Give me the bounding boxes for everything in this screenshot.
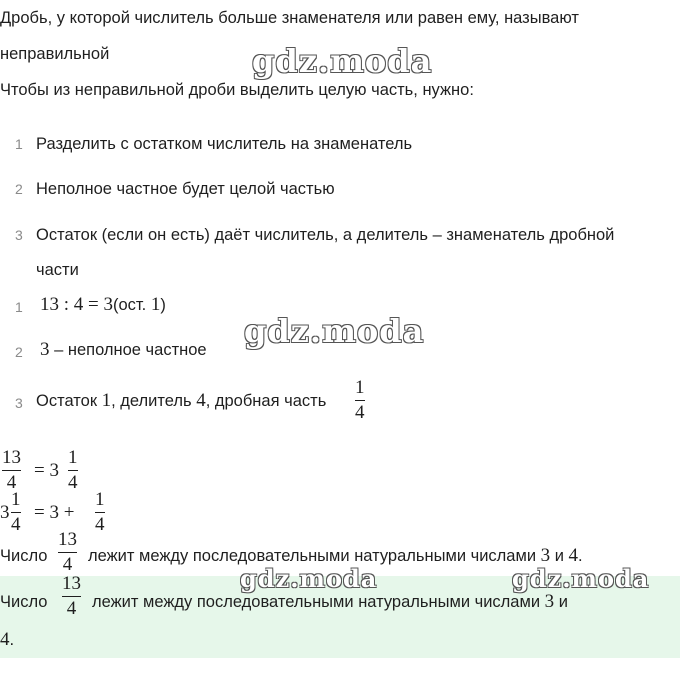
answer-body [92,591,568,613]
mixed-fraction-part [11,490,21,535]
list-item: Разделить с остатком числитель на знаменатель [36,135,413,153]
sentence-pre: Число [0,547,48,565]
fraction-denominator: 4 [68,472,78,493]
fraction-numerator: 1 [11,489,21,510]
fraction-denominator: 4 [66,598,77,619]
step-division [40,294,166,316]
fraction-denominator: 4 [6,472,17,493]
remainder-label: (ост. [113,296,151,314]
added-fraction [95,490,105,535]
fraction-part-text: , дробная часть [205,392,327,410]
mixed-fraction-part [68,448,78,493]
step-remainder [36,390,326,412]
remainder-close: ) [160,296,166,314]
number-a: 3 [544,591,555,612]
watermark-logo: gdz.moda [512,564,650,593]
equals-sum: = 3 + [34,502,75,523]
intro-line-2: неправильной [0,45,110,63]
number-b: 4 [0,629,10,650]
watermark-logo: gdz.moda [252,42,433,80]
list-item: Остаток (если он есть) даёт числитель, а делитель – знаменатель дробной [36,226,615,244]
fraction-numerator: 1 [95,489,105,510]
improper-fraction [2,448,21,493]
divisor-number: 4 [196,390,206,411]
sentence-fraction [58,530,77,575]
fraction-denominator: 4 [11,514,21,535]
sentence-text: лежит между последовательными натуральными числами [88,547,537,565]
intro-line-1: Дробь, у которой числитель больше знаменателя или равен ему, называют [0,9,579,27]
remainder-number: 1 [101,390,112,411]
list-number: 1 [15,299,23,315]
conjunction: и [554,547,564,565]
answer-fraction [62,574,81,619]
whole-part: 3 [0,502,10,523]
period: . [578,547,583,565]
fraction-numerator: 13 [2,447,21,468]
fraction-denominator: 4 [62,554,73,575]
list-number: 2 [15,344,23,360]
fraction-denominator: 4 [355,402,365,423]
divisor-text: , делитель [111,392,197,410]
division-expression: 13 : 4 = 3 [40,294,113,315]
step-quotient [40,339,207,361]
watermark-logo: gdz.moda [244,312,425,350]
quotient-label: – неполное частное [49,341,207,359]
fraction-numerator: 1 [355,377,365,398]
number-a: 3 [540,545,551,566]
list-item: Неполное частное будет целой частью [36,180,335,198]
number-b: 4 [568,545,579,566]
remainder-text: Остаток [36,392,102,410]
intro-line-3: Чтобы из неправильной дроби выделить целую часть, нужно: [0,81,474,99]
fraction-numerator: 13 [62,573,81,594]
answer-text: лежит между последовательными натуральными числами [92,593,541,611]
remainder-value: 1 [150,294,161,315]
list-number: 3 [15,395,23,411]
answer-continuation [0,629,14,651]
fraction-part [355,378,365,423]
list-number: 2 [15,181,23,197]
fraction-denominator: 4 [95,514,105,535]
period: . [9,631,15,649]
fraction-numerator: 1 [68,447,78,468]
list-item-continuation: части [36,261,79,279]
equals-whole: = 3 [34,460,59,481]
watermark-logo: gdz.moda [240,564,378,593]
answer-pre: Число [0,593,48,611]
fraction-numerator: 13 [58,529,77,550]
list-number: 1 [15,136,23,152]
list-number: 3 [15,227,23,243]
quotient-value: 3 [40,339,50,360]
conjunction: и [558,593,568,611]
